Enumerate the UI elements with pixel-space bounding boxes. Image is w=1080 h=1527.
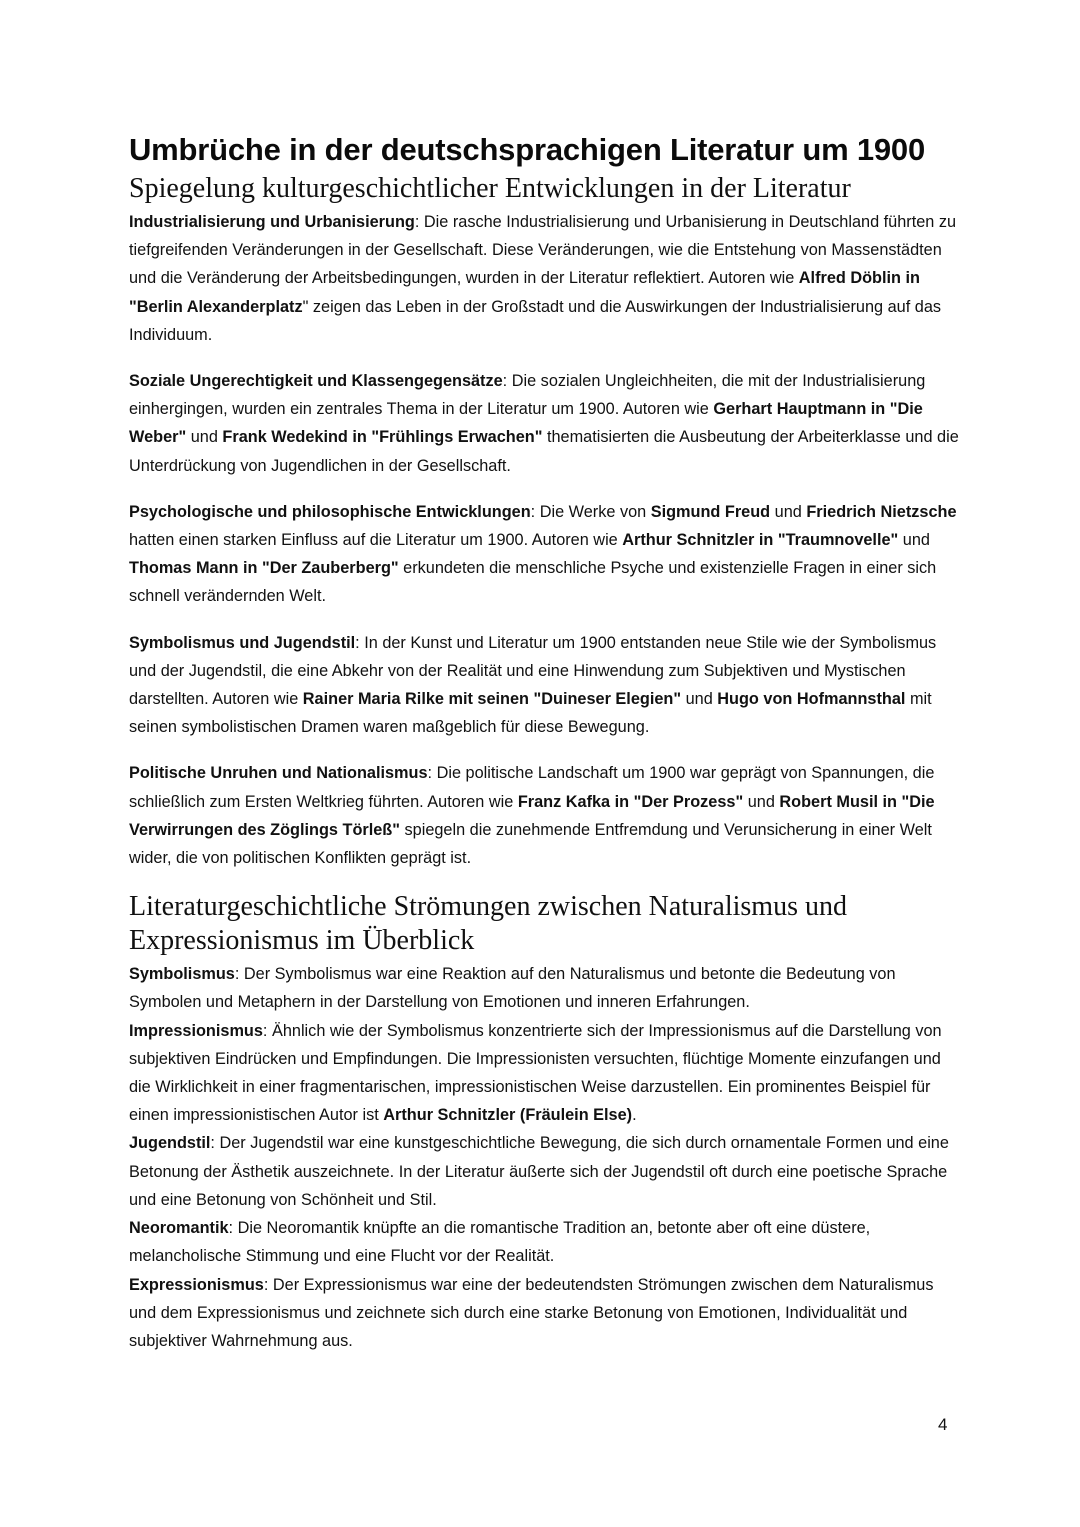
- paragraph-text: " zeigen das Leben in der Großstadt und die Auswirkungen der Industrialisierung auf das Individuum.: [129, 297, 942, 344]
- document-page: [129, 130, 959, 1355]
- term-label: Expressionismus: [129, 1275, 264, 1294]
- term-label: Politische Unruhen und Nationalismus: [129, 764, 428, 783]
- item-jugendstil: [129, 1129, 959, 1214]
- term-label: Jugendstil: [129, 1134, 211, 1153]
- paragraph-text: : In der Kunst und Literatur um 1900 entstanden neue Stile wie der Symbolismus und der Jugendstil, die eine Abkehr von der Realität und eine Hinwendung zum Subjektiven und Mystischen darstellten. Autoren wie: [129, 633, 937, 709]
- paragraph-symbolismus-jugendstil: [129, 629, 959, 742]
- term-label: Symbolismus: [129, 965, 235, 984]
- term-label: Soziale Ungerechtigkeit und Klassengegensätze: [129, 372, 503, 391]
- paragraph-politische-unruhen: [129, 759, 959, 872]
- section-heading-kulturgeschichte: Spiegelung kulturgeschichtlicher Entwicklungen in der Literatur: [129, 173, 851, 204]
- term-label: Symbolismus und Jugendstil: [129, 633, 356, 652]
- emphasis-text: Gerhart Hauptmann in "Die Weber": [129, 400, 923, 447]
- paragraph-text: : Der Symbolismus war eine Reaktion auf den Naturalismus und betonte die Bedeutung von Symbolen und Metaphern in der Darstellung von Emotionen und inneren Erfahrungen.: [129, 965, 896, 1012]
- paragraph-text: : Die Werke von: [530, 502, 651, 521]
- emphasis-text: Rainer Maria Rilke mit seinen "Duineser Elegien": [302, 690, 682, 709]
- paragraph-text: erkundeten die menschliche Psyche und existenzielle Fragen in einer sich schnell verändernden Welt.: [129, 559, 937, 606]
- emphasis-text: Hugo von Hofmannsthal: [717, 690, 906, 709]
- paragraph-text: und: [681, 690, 718, 709]
- paragraph-text: und: [743, 792, 780, 811]
- paragraph-text: hatten einen starken Einfluss auf die Literatur um 1900. Autoren wie: [129, 531, 623, 550]
- paragraph-industrialisierung: [129, 208, 959, 349]
- paragraph-text: thematisierten die Ausbeutung der Arbeiterklasse und die Unterdrückung von Jugendlichen in der Gesellschaft.: [129, 428, 959, 475]
- emphasis-text: Franz Kafka in "Der Prozess": [517, 792, 744, 811]
- page-title: Umbrüche in der deutschsprachigen Literatur um 1900: [129, 132, 926, 167]
- emphasis-text: Alfred Döblin in "Berlin Alexanderplatz: [129, 269, 920, 316]
- emphasis-text: Friedrich Nietzsche: [806, 502, 957, 521]
- paragraph-text: und: [898, 531, 930, 550]
- item-neoromantik: [129, 1214, 959, 1270]
- paragraph-text: : Die sozialen Ungleichheiten, die mit der Industrialisierung einhergingen, wurden ein zentrales Thema in der Literatur um 1900. Autoren wie: [129, 372, 926, 419]
- emphasis-text: Thomas Mann in "Der Zauberberg": [129, 559, 399, 578]
- paragraph-text: mit seinen symbolistischen Dramen waren maßgeblich für diese Bewegung.: [129, 690, 932, 737]
- paragraph-text: und: [770, 502, 807, 521]
- term-label: Neoromantik: [129, 1219, 229, 1238]
- page-number: 4: [938, 1415, 948, 1434]
- emphasis-text: Arthur Schnitzler (Fräulein Else): [383, 1106, 633, 1125]
- paragraph-text: : Die politische Landschaft um 1900 war geprägt von Spannungen, die schließlich zum Ersten Weltkrieg führten. Autoren wie: [129, 764, 935, 811]
- paragraph-text: spiegeln die zunehmende Entfremdung und Verunsicherung in einer Welt wider, die von politischen Konflikten geprägt ist.: [129, 820, 932, 868]
- emphasis-text: Sigmund Freud: [650, 502, 771, 521]
- term-label: Industrialisierung und Urbanisierung: [129, 213, 415, 231]
- term-label: Psychologische und philosophische Entwicklungen: [129, 502, 531, 521]
- item-impressionismus: [129, 1017, 959, 1130]
- emphasis-text: Robert Musil in "Die Verwirrungen des Zöglings Törleß": [129, 792, 935, 839]
- item-symbolismus: [129, 960, 959, 1016]
- paragraph-text: : Der Expressionismus war eine der bedeutendsten Strömungen zwischen dem Naturalismus und dem Expressionismus und zeichnete sich durch eine starke Betonung von Emotionen, Individualität und subjektiver Wahrnehmung aus.: [129, 1275, 934, 1350]
- emphasis-text: Arthur Schnitzler in "Traumnovelle": [622, 531, 899, 550]
- term-label: Impressionismus: [129, 1021, 263, 1040]
- paragraph-text: : Die rasche Industrialisierung und Urbanisierung in Deutschland führten zu tiefgreifenden Veränderungen in der Gesellschaft. Diese Veränderungen, wie die Entstehung von Massenstädten und die Veränderung der Arbeitsbedingungen, wurden in der Literatur reflektiert. Autoren wie: [129, 213, 957, 288]
- paragraph-text: : Ähnlich wie der Symbolismus konzentrierte sich der Impressionismus auf die Darstellung von subjektiven Eindrücken und Empfindungen. Die Impressionisten versuchten, flüchtige Momente einzufangen und die Wirklichkeit in einer fragmentarischen, impressionistischen Weise darzustellen. Ein prominentes Beispiel für einen impressionistischen Autor ist: [129, 1021, 942, 1125]
- item-expressionismus: [129, 1271, 959, 1356]
- paragraph-text: .: [632, 1106, 637, 1125]
- paragraph-psychologie: [129, 498, 959, 611]
- paragraph-soziale-ungerechtigkeit: [129, 367, 959, 480]
- paragraph-text: : Die Neoromantik knüpfte an die romantische Tradition an, betonte aber oft eine düstere, melancholische Stimmung und eine Flucht vor der Realität.: [129, 1219, 871, 1266]
- paragraph-text: : Der Jugendstil war eine kunstgeschichtliche Bewegung, die sich durch ornamentale Formen und eine Betonung der Ästhetik auszeichnete. In der Literatur äußerte sich der Jugendstil oft durch eine poetische Sprache und eine Betonung von Schönheit und Stil.: [129, 1134, 949, 1209]
- section-heading-stroemungen: Literaturgeschichtliche Strömungen zwischen Naturalismus und Expressionismus im Überblick: [129, 891, 847, 957]
- paragraph-text: und: [186, 428, 223, 447]
- emphasis-text: Frank Wedekind in "Frühlings Erwachen": [222, 428, 543, 447]
